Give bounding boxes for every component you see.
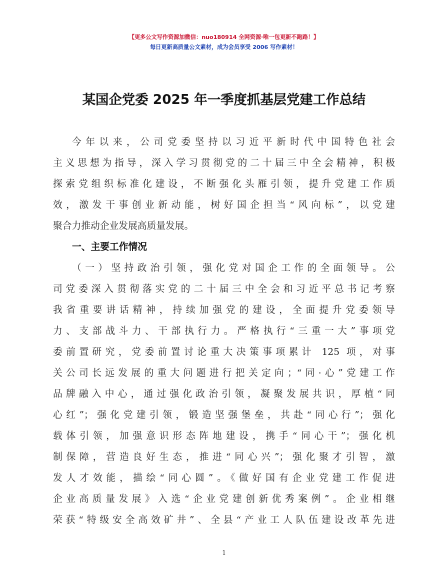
intro-line: 探索党组织标准化建设，不断强化头雁引领，提升党建工作质 bbox=[53, 179, 395, 190]
paragraph-line: 荣获“特级安全高效矿井”、全县“产业工人队伍建设改革先进 bbox=[53, 515, 395, 526]
promo-banner-line-2: 每日更新高质量公文素材，成为会员享受 2006 写作素材！ bbox=[149, 45, 299, 51]
paragraph-line: 心红”；强化党建引领，锻造坚强堡垒，共赴“同心行”；强化 bbox=[53, 410, 395, 421]
intro-line: 主义思想为指导，深入学习贯彻党的二十届三中全会精神，积极 bbox=[53, 158, 395, 169]
promo-banner-line-1: 【更多公文写作资源加微信：nuo180914 全网资源·唯一包更新不跑路！】 bbox=[128, 35, 320, 41]
intro-line: 聚合力推动企业发展高质量发展。 bbox=[53, 221, 194, 232]
paragraph-line: 我省重要讲话精神，持续加强党的建设，全面提升党委领导 bbox=[53, 305, 395, 316]
paragraph-line: 关公司长远发展的重大问题进行把关定向；“同·心”党建工作 bbox=[53, 368, 395, 379]
page-number: 1 bbox=[222, 550, 226, 557]
document-title: 某国企党委 2025 年一季度抓基层党建工作总结 bbox=[82, 93, 366, 108]
paragraph-line: 发人才效能，描绘“同心圆”。《做好国有企业党建工作促进 bbox=[53, 473, 395, 484]
paragraph-line: 载体引领，加强意识形态阵地建设，携手“同心干”；强化机 bbox=[53, 431, 395, 442]
paragraph-line: 司党委深入贯彻落实党的二十届三中全会和习近平总书记考察 bbox=[53, 284, 395, 295]
paragraph-line: （一）坚持政治引领，强化党对国企工作的全面领导。公 bbox=[72, 263, 395, 274]
paragraph-line: 制保障，营造良好生态，推进“同心兴”；强化聚才引智，激 bbox=[53, 452, 395, 463]
intro-line: 效，激发干事创业新动能，树好国企担当“风向标”，以党建 bbox=[53, 200, 395, 211]
paragraph-line: 企业高质量发展》入选“企业党建创新优秀案例”。企业相继 bbox=[53, 494, 395, 505]
paragraph-line: 品牌融入中心，通过强化政治引领，凝聚发展共识，厚植“同 bbox=[53, 389, 395, 400]
paragraph-line: 力、支部战斗力、干部执行力。严格执行“三重一大”事项党 bbox=[53, 326, 395, 337]
section-heading: 一、主要工作情况 bbox=[72, 242, 148, 253]
paragraph-line: 委前置研究，党委前置讨论重大决策事项累计 125 项，对事 bbox=[53, 347, 395, 358]
intro-line: 今年以来，公司党委坚持以习近平新时代中国特色社会 bbox=[72, 137, 395, 148]
document-body bbox=[53, 132, 395, 531]
